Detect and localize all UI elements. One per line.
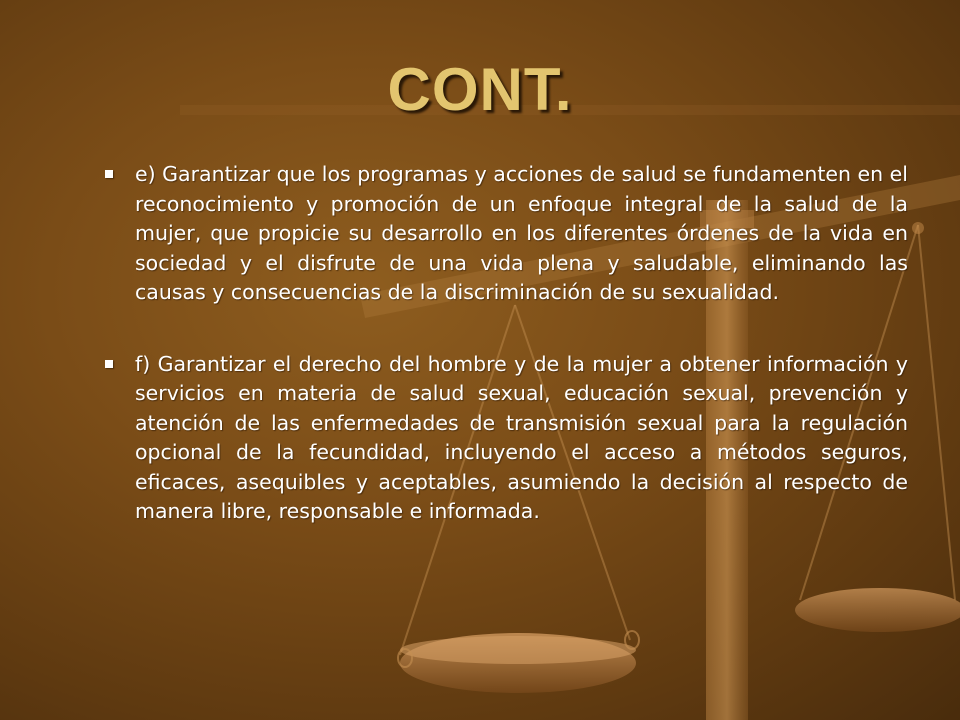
bullet-text: f) Garantizar el derecho del hombre y de la mujer a obtener información y servicios en materia de salud sexual, educación sexual, prevención y atención de las enfermedades de transmisión sexual para la regulación opcional de la fecundidad, incluyendo el acceso a métodos seguros, eficaces, asequibles y aceptables, asumiendo la decisión al respecto de manera libre, responsable e informada. [135,351,908,523]
bullet-list [105,160,908,569]
slide-title: CONT. [387,56,573,123]
square-bullet-icon [105,360,113,368]
bullet-item-e [105,160,908,308]
bullet-item-f [105,350,908,527]
bullet-text: e) Garantizar que los programas y acciones de salud se fundamenten en el reconocimiento y promoción de un enfoque integral de la salud de la mujer, que propicie su desarrollo en los diferentes órdenes de la vida en sociedad y el disfrute de una vida plena y saludable, eliminando las causas y consecuencias de la discriminación de su sexualidad. [135,162,908,304]
square-bullet-icon [105,170,113,178]
